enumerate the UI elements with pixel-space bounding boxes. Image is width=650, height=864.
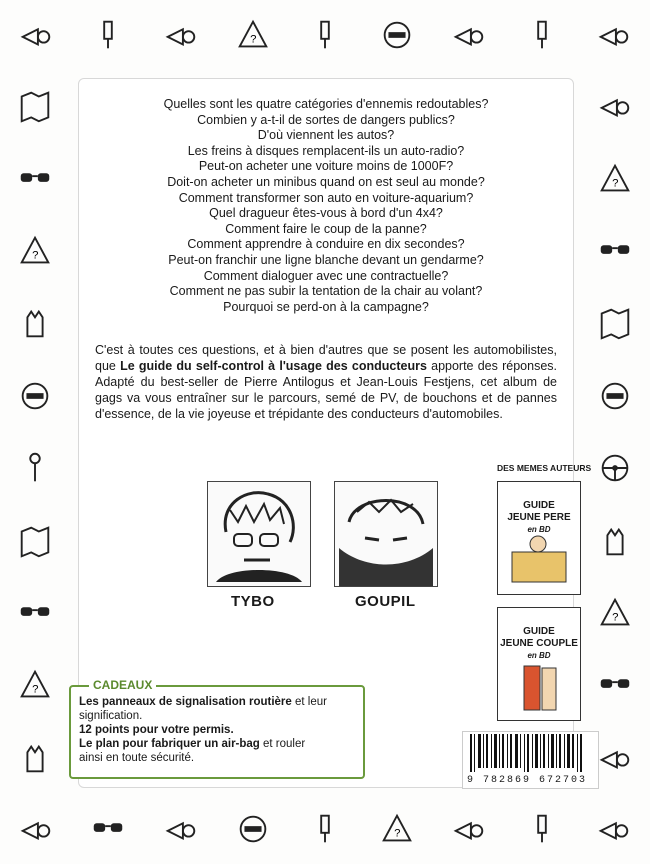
question-list xyxy=(79,97,573,315)
warning-sign-icon xyxy=(16,666,54,704)
svg-text:?: ? xyxy=(612,611,619,624)
svg-text:?: ? xyxy=(32,683,39,696)
cadeaux-bold: Le plan pour fabriquer un air-bag xyxy=(79,738,260,750)
author-portrait-tybo xyxy=(207,481,311,587)
book-title-line: en BD xyxy=(527,525,551,534)
book-illustration xyxy=(498,482,580,594)
spark-plug-icon xyxy=(89,16,127,54)
spark-plug-icon xyxy=(523,810,561,848)
map-icon xyxy=(16,522,54,560)
warning-sign-icon xyxy=(378,810,416,848)
cadeaux-line: 12 points pour votre permis. xyxy=(79,724,234,736)
gear-stick-icon xyxy=(16,449,54,487)
book-title-bold: Le guide du self-control à l'usage des conducteurs xyxy=(120,358,427,373)
horn-icon xyxy=(162,16,200,54)
svg-text:?: ? xyxy=(612,177,619,190)
book-title-line: JEUNE PERE xyxy=(507,512,571,523)
intro-paragraph xyxy=(95,342,557,422)
svg-text:?: ? xyxy=(249,33,257,46)
warning-sign-icon xyxy=(596,594,634,632)
barcode xyxy=(462,731,599,789)
intro-text: apporte des réponses. Adapté du best-seller de Pierre Antilogus et Jean-Louis Festjens, cet album de gags va vous entraîner sur le parcours, semé de PV, de bouchons et de pannes d'essence, de la vie joyeuse et trépidante des conducteurs d'automobiles. xyxy=(95,358,557,421)
svg-text:?: ? xyxy=(32,249,39,262)
warning-sign-icon xyxy=(16,232,54,270)
author-portrait-goupil xyxy=(334,481,438,587)
question-item: Comment dialoguer avec une contractuelle? xyxy=(203,268,449,283)
portrait-drawing xyxy=(208,482,310,586)
question-item: Comment faire le coup de la panne? xyxy=(225,221,427,236)
cadeaux-title: CADEAUX xyxy=(89,678,156,692)
horn-icon xyxy=(596,87,634,125)
book-title-line: GUIDE xyxy=(523,626,555,637)
horn-icon xyxy=(162,810,200,848)
book-title-line: JEUNE COUPLE xyxy=(500,638,578,649)
cadeaux-text: et rouler xyxy=(259,738,306,750)
horn-icon xyxy=(450,16,488,54)
spark-plug-icon xyxy=(523,16,561,54)
spark-plug-icon xyxy=(306,810,344,848)
question-item: Quel dragueur êtes-vous à bord d'un 4x4? xyxy=(209,206,443,221)
question-item: Comment transformer son auto en voiture-aquarium? xyxy=(178,190,474,205)
sunglasses-icon xyxy=(596,232,634,270)
book-cover-jeune-couple[interactable] xyxy=(497,607,581,721)
question-item: Comment ne pas subir la tentation de la chair au volant? xyxy=(169,284,483,299)
question-item: Peut-on franchir une ligne blanche devant un gendarme? xyxy=(168,252,484,267)
question-item: Peut-on acheter une voiture moins de 1000F? xyxy=(198,159,454,174)
glove-icon xyxy=(16,739,54,777)
content-panel xyxy=(78,78,592,788)
doodle-border-bottom xyxy=(0,794,650,864)
question-item: Quelles sont les quatre catégories d'ennemis redoutables? xyxy=(163,97,489,111)
horn-icon xyxy=(595,810,633,848)
book-cover-jeune-pere[interactable] xyxy=(497,481,581,595)
cadeaux-box xyxy=(69,678,365,779)
cadeaux-text: et leur xyxy=(291,696,327,708)
no-entry-sign-icon xyxy=(16,377,54,415)
same-authors-label: DES MEMES AUTEURS xyxy=(497,463,592,473)
warning-sign-icon xyxy=(596,160,634,198)
sunglasses-icon xyxy=(89,810,127,848)
spark-plug-icon xyxy=(306,16,344,54)
glove-icon xyxy=(16,304,54,342)
doodle-border-top xyxy=(0,0,650,70)
svg-text:?: ? xyxy=(394,827,401,840)
author-name-tybo: TYBO xyxy=(231,593,275,610)
barcode-number: 9 782869 672703 xyxy=(467,775,588,786)
question-item: Comment apprendre à conduire en dix secondes? xyxy=(187,237,465,252)
horn-icon xyxy=(596,739,634,777)
cadeaux-line: ainsi en toute sécurité. xyxy=(79,752,195,764)
cadeaux-line xyxy=(79,695,327,709)
map-icon xyxy=(596,304,634,342)
sunglasses-icon xyxy=(596,666,634,704)
doodle-border-right xyxy=(580,70,650,794)
no-entry-sign-icon xyxy=(234,810,272,848)
book-title-line: GUIDE xyxy=(523,500,555,511)
no-entry-sign-icon xyxy=(378,16,416,54)
cadeaux-line xyxy=(79,737,305,751)
horn-icon xyxy=(450,810,488,848)
intro-text: C'est à toutes ces questions, et à bien d'autres que se posent les automobilistes, que xyxy=(95,342,557,373)
question-item: Les freins à disques remplacent-ils un auto-radio? xyxy=(187,143,465,158)
book-title-line: en BD xyxy=(527,651,551,660)
no-entry-sign-icon xyxy=(596,377,634,415)
doodle-border-left xyxy=(0,70,70,794)
horn-icon xyxy=(595,16,633,54)
cadeaux-line: signification. xyxy=(79,710,143,722)
sunglasses-icon xyxy=(16,594,54,632)
map-icon xyxy=(16,87,54,125)
question-item: Doit-on acheter un minibus quand on est seul au monde? xyxy=(167,174,485,189)
portrait-drawing xyxy=(335,482,437,586)
steering-wheel-icon xyxy=(596,449,634,487)
glove-icon xyxy=(596,522,634,560)
question-item: Pourquoi se perd-on à la campagne? xyxy=(223,299,429,314)
sunglasses-icon xyxy=(16,160,54,198)
book-illustration xyxy=(498,608,580,720)
author-name-goupil: GOUPIL xyxy=(355,593,416,610)
question-item: Combien y a-t-il de sortes de dangers publics? xyxy=(197,112,455,127)
horn-icon xyxy=(17,16,55,54)
question-item: D'où viennent les autos? xyxy=(257,128,395,143)
horn-icon xyxy=(17,810,55,848)
warning-sign-icon xyxy=(234,16,272,54)
cadeaux-bold: Les panneaux de signalisation routière xyxy=(79,696,292,708)
barcode-bars xyxy=(464,734,597,774)
